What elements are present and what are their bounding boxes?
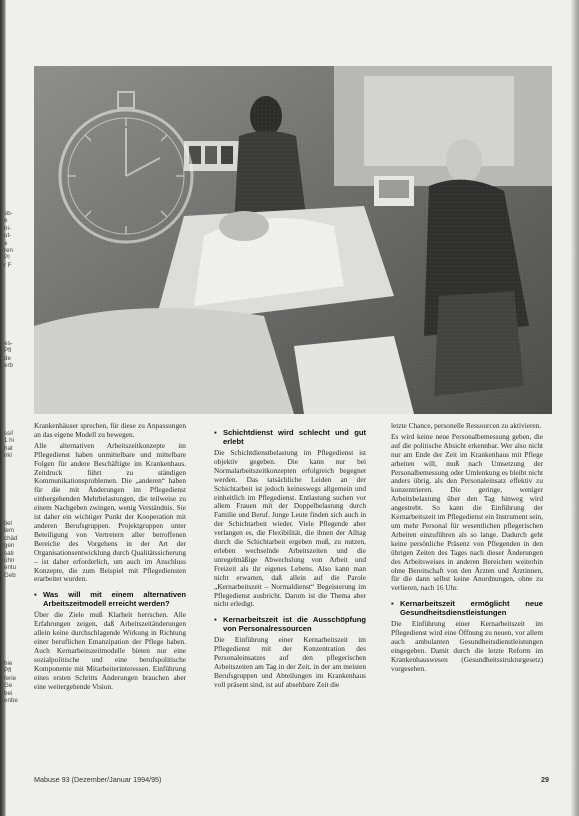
margin-fragment-line: ferie <box>4 674 17 682</box>
margin-fragment <box>4 210 28 269</box>
margin-fragment <box>4 660 28 704</box>
margin-fragment-line: entu <box>4 564 17 572</box>
body-paragraph: Über die Ziele muß Klarheit herrschen. Alle Erfahrungen zeigen, daß Arbeitszeitänderungen allein keine durchschlagende Wirkung in Richtung einer beruflichen Emanzipation der Pflege haben. Auch Kernarbeitszeitmodelle bieten nur eine sozialpolitische und eine berufspolitische Komponente mit Mitarbeiterinteressen. Einführung eines ersten Schritts Änderungen brauchen aber eine weitergehende Vision. <box>34 610 186 691</box>
margin-fragment-line: hat <box>4 444 13 452</box>
scan-right-edge <box>571 0 579 816</box>
margin-fragment-line: bei <box>4 689 13 697</box>
footer-publication: Mabuse 93 (Dezember/Januar 1994/95) <box>34 775 162 784</box>
margin-fragment <box>4 520 28 579</box>
margin-fragment-line: lem <box>4 527 14 535</box>
bullet-icon: ▪ <box>214 615 217 625</box>
margin-fragment-line: ren <box>4 247 13 255</box>
photo-illustration <box>34 66 552 414</box>
body-paragraph: Die Einführung einer Kernarbeitszeit im Pflegedienst wird eine Öffnung zu neuen, vor allem auch ambulanten Gesundheitsdienstleistungen eingegeben. Damit durch die letzte Reform im Krankenhauswesen (Gesundheitsstrukturgesetz) vorgesehen. <box>391 619 543 673</box>
margin-fragment-line: P! <box>4 254 10 262</box>
margin-fragment-line: ut- <box>4 232 12 240</box>
margin-fragment-line: de <box>4 354 11 362</box>
page-footer <box>34 775 549 787</box>
margin-fragment-line: Pfl <box>4 667 12 675</box>
article-photo <box>34 66 552 414</box>
section-heading-text: Kernarbeitszeit ist die Ausschöpfung von Personalressourcen <box>223 615 366 634</box>
body-paragraph: Alle alternativen Arbeitszeitkonzepte im Pflegedienst haben unmittelbare und mittelbare Folgen für andere Beschäftigte im Krankenhaus. Zeitdruck führt zu ständigen Kommunikationsproblemen. Die „anderen“ haben für die mit Änderungen im Pflegedienst einhergehenden Mehrbelastungen, die teilweise zu einem Nachgeben zwingen, wenig Verständnis. Sie ist daher ein wichtiger Punkt der Kooperation mit anderen Berufsgruppen. Projektgruppen unter Beteiligung von Vertretern aller betroffenen Bereiche des Vorgehens in der Art der Organisationsentwicklung durch Qualitätssicherung – ist daher erforderlich, um auch im Anschluss Konzepte, die zum Beispiel mit Pflegediensten erarbeitet wurden. <box>34 440 186 584</box>
margin-fragment-line: sati <box>4 549 14 557</box>
margin-fragment-line: e <box>4 217 8 225</box>
margin-fragment-line: irkl <box>4 452 12 460</box>
page-number: 29 <box>541 775 549 784</box>
bullet-icon: ▪ <box>214 428 217 437</box>
body-paragraph: Die Einführung einer Kernarbeitszeit im Pflegedienst mit der Konzentration des Personaleinsatzes auf den pflegerischen Arbeitszeiten am Tag in der Zeit, in der am meisten Berufsgruppen und Abteilungen im Krankenhaus voll präsent sind, ist auf absehbare Zeit die <box>214 635 366 689</box>
section-heading <box>214 615 366 633</box>
margin-fragment-line: hie <box>4 660 13 667</box>
margin-fragment-line: Geb <box>4 571 16 579</box>
margin-fragment-line: enbe <box>4 697 18 705</box>
margin-fragment-line: chäd <box>4 534 18 542</box>
section-heading-text: Kernarbeitszeit ermöglicht neue Gesundheitsdienstleistungen <box>400 599 543 618</box>
bullet-icon: ▪ <box>34 590 37 600</box>
margin-fragment-line: ssi! <box>4 430 14 437</box>
text-column-2 <box>214 422 366 690</box>
body-paragraph: Die Schichtdienstbelastung im Pflegedienst ist objektiv gegeben. Die kann nur bei Normalarbeitszeitkonzepten erfolgreich begegnet werden. Das tatsächliche Leiden an der Schichtarbeit ist jedoch keineswegs allgemein und einheitlich im Pflegedienst. Entlastung suchen vor allem Frauen mit der Doppelbelastung durch Familie und Beruf. Junge Leute finden sich auch in der Schichtarbeit wieder. Viele Pflegende aber verlangen es, die Flexibilität, die ihnen der Alltag durch die Schichtarbeit ergeben muß, zu nutzen, erleben wechselnde Arbeitszeiten und die unregelmäßige Abwechslung von Arbeit und Freizeit als ihr eigenes Lebens. Also kann man nicht erwarten, daß allein auf die Parole „Kernarbeitszeit – Normaldienst“ Begeisterung im Pflegedienst ausbricht. Darum ist die Thema aber nicht erledigt. <box>214 448 366 609</box>
text-column-1 <box>34 422 186 691</box>
section-heading <box>391 599 543 617</box>
margin-fragment-line: e <box>4 239 8 247</box>
margin-fragment <box>4 340 28 370</box>
body-paragraph: Krankenhäuser sprechen, für diese zu Anpassungen an das eigene Modell zu bewegen. <box>34 422 186 439</box>
margin-fragment-line: ühn <box>4 557 15 565</box>
margin-fragment-line: gen <box>4 542 15 550</box>
margin-fragment-line: sb- <box>4 210 13 217</box>
margin-fragment-line: 1 hi <box>4 437 14 445</box>
bullet-icon: ▪ <box>391 599 394 609</box>
text-column-3 <box>391 422 543 674</box>
body-paragraph: Es wird keine neue Personalbemessung geben, die auf die politische Absicht erkennbar. Wer also nicht nur am Ende der Zeit im Krankenhaus mit Pflege arbeiten will, muß nach Umsetzung der Personalbemessung oder Umlenkung es bleibt nicht anders übrig, als den Personaleinsatz effektiv zu konzentrieren. Die geringe, weniger Arbeitsbelastung über den Tag hinweg wird angestrebt. So kann die Einführung der Kernarbeitszeit im Pflegedienst ein Instrument sein, um mehr Personal für wesentlichen pflegerischen Arbeiten einzuführen als so lange. Dadurch geht keine persönliche Präsenz von Pflegenden in den übrigen Zeiten des Tages nach dieser Änderungen des Arbeitsweises in anderen Bereichen weiterhin ohne Bereitschaft von den Ärzten und Ärztinnen, für die dann selbst keine Anordnungen, ohne zu verlieren, nach 16 Uhr. <box>391 431 543 593</box>
margin-fragment-line: ni- <box>4 224 11 232</box>
section-heading-text: Schichtdienst wird schlecht und gut erlebt <box>223 428 366 446</box>
margin-fragment-line: tiel <box>4 520 12 527</box>
margin-fragment-line: Ge <box>4 682 13 690</box>
body-paragraph: letzte Chance, personelle Ressourcen zu aktivieren. <box>391 422 542 430</box>
section-heading-text: Was will mit einem alternativen Arbeitszeitmodell erreicht werden? <box>43 590 186 609</box>
margin-fragment-line: r F <box>4 261 12 269</box>
section-heading <box>214 428 366 446</box>
section-heading <box>34 590 186 608</box>
margin-fragment-line: Pfl <box>4 347 12 355</box>
margin-fragment <box>4 430 28 460</box>
margin-fragment-line: es- <box>4 340 13 347</box>
margin-fragment-line: erb <box>4 362 13 370</box>
